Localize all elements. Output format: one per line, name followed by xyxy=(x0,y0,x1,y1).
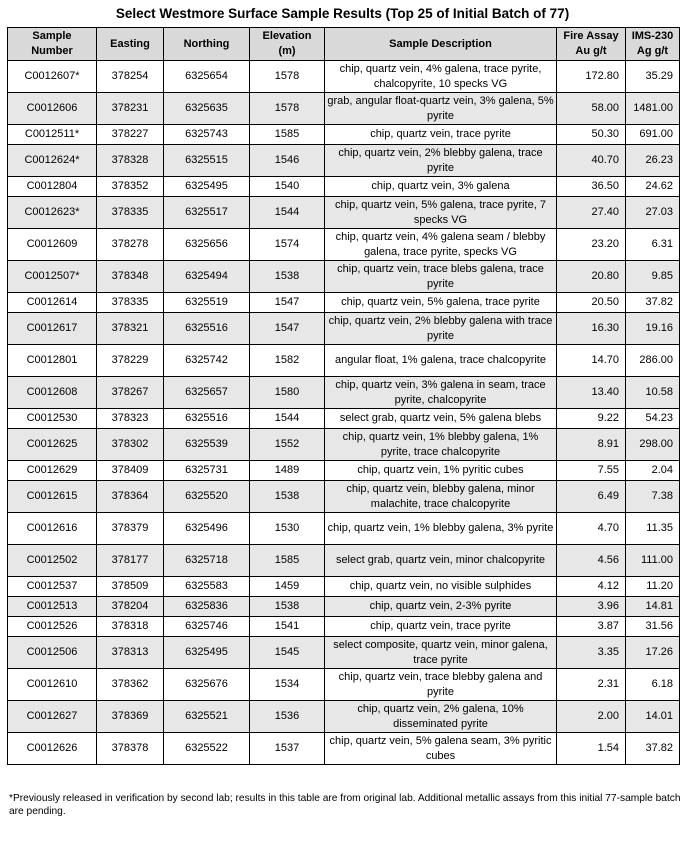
cell-northing: 6325495 xyxy=(164,177,250,197)
table-row xyxy=(8,513,680,545)
cell-easting: 378204 xyxy=(97,597,164,617)
cell-description: chip, quartz vein, 5% galena, trace pyrite, 7 specks VG xyxy=(325,197,557,229)
cell-description: chip, quartz vein, 5% galena, trace pyrite xyxy=(325,293,557,313)
cell-northing: 6325519 xyxy=(164,293,250,313)
cell-ag-gpt: 9.85 xyxy=(626,261,680,293)
cell-northing: 6325731 xyxy=(164,461,250,481)
cell-description: chip, quartz vein, trace blebby galena and pyrite xyxy=(325,669,557,701)
cell-easting: 378369 xyxy=(97,701,164,733)
cell-au-gpt: 50.30 xyxy=(557,125,626,145)
cell-easting: 378323 xyxy=(97,409,164,429)
header-sample-number xyxy=(8,28,97,61)
cell-elevation: 1546 xyxy=(250,145,325,177)
cell-sample-number: C0012507* xyxy=(8,261,97,293)
cell-easting: 378352 xyxy=(97,177,164,197)
cell-easting: 378409 xyxy=(97,461,164,481)
table-row xyxy=(8,429,680,461)
cell-ag-gpt: 19.16 xyxy=(626,313,680,345)
cell-elevation: 1544 xyxy=(250,197,325,229)
table-title: Select Westmore Surface Sample Results (Top 25 of Initial Batch of 77) xyxy=(115,6,570,21)
header-sample-description xyxy=(325,28,557,61)
cell-ag-gpt: 37.82 xyxy=(626,293,680,313)
header-elevation xyxy=(250,28,325,61)
cell-northing: 6325496 xyxy=(164,513,250,545)
cell-description: chip, quartz vein, trace pyrite xyxy=(325,125,557,145)
cell-northing: 6325539 xyxy=(164,429,250,461)
cell-easting: 378313 xyxy=(97,637,164,669)
cell-elevation: 1547 xyxy=(250,293,325,313)
table-row xyxy=(8,461,680,481)
cell-easting: 378364 xyxy=(97,481,164,513)
cell-elevation: 1580 xyxy=(250,377,325,409)
cell-elevation: 1489 xyxy=(250,461,325,481)
cell-sample-number: C0012530 xyxy=(8,409,97,429)
cell-au-gpt: 27.40 xyxy=(557,197,626,229)
cell-easting: 378362 xyxy=(97,669,164,701)
cell-sample-number: C0012511* xyxy=(8,125,97,145)
cell-elevation: 1545 xyxy=(250,637,325,669)
cell-easting: 378335 xyxy=(97,197,164,229)
cell-elevation: 1578 xyxy=(250,61,325,93)
table-row xyxy=(8,701,680,733)
cell-elevation: 1459 xyxy=(250,577,325,597)
cell-ag-gpt: 27.03 xyxy=(626,197,680,229)
cell-ag-gpt: 298.00 xyxy=(626,429,680,461)
header-label-line: (m) xyxy=(278,45,296,57)
cell-au-gpt: 172.80 xyxy=(557,61,626,93)
header-easting xyxy=(97,28,164,61)
cell-au-gpt: 3.87 xyxy=(557,617,626,637)
header-label-line: Ag g/t xyxy=(636,45,669,57)
table-row xyxy=(8,409,680,429)
cell-ag-gpt: 37.82 xyxy=(626,733,680,765)
header-label-line: IMS-230 xyxy=(631,30,674,42)
cell-northing: 6325521 xyxy=(164,701,250,733)
table-body xyxy=(8,61,680,765)
cell-easting: 378254 xyxy=(97,61,164,93)
header-label-line: Northing xyxy=(183,37,230,50)
cell-northing: 6325656 xyxy=(164,229,250,261)
cell-elevation: 1582 xyxy=(250,345,325,377)
table-row xyxy=(8,261,680,293)
cell-au-gpt: 16.30 xyxy=(557,313,626,345)
cell-sample-number: C0012526 xyxy=(8,617,97,637)
cell-easting: 378348 xyxy=(97,261,164,293)
footnote: *Previously released in verification by second lab; results in this table are from original lab. Additional metallic assays from this initial 77-sample batch are pending. xyxy=(9,793,681,817)
cell-easting: 378379 xyxy=(97,513,164,545)
cell-elevation: 1552 xyxy=(250,429,325,461)
cell-sample-number: C0012629 xyxy=(8,461,97,481)
cell-easting: 378318 xyxy=(97,617,164,637)
cell-northing: 6325583 xyxy=(164,577,250,597)
cell-description: chip, quartz vein, 2% galena, 10% disseminated pyrite xyxy=(325,701,557,733)
cell-au-gpt: 40.70 xyxy=(557,145,626,177)
cell-au-gpt: 8.91 xyxy=(557,429,626,461)
cell-ag-gpt: 31.56 xyxy=(626,617,680,637)
cell-easting: 378335 xyxy=(97,293,164,313)
cell-northing: 6325516 xyxy=(164,313,250,345)
cell-northing: 6325718 xyxy=(164,545,250,577)
cell-au-gpt: 6.49 xyxy=(557,481,626,513)
header-label-line: Au g/t xyxy=(575,45,607,57)
cell-ag-gpt: 35.29 xyxy=(626,61,680,93)
table-row xyxy=(8,577,680,597)
cell-northing: 6325676 xyxy=(164,669,250,701)
cell-ag-gpt: 286.00 xyxy=(626,345,680,377)
cell-easting: 378267 xyxy=(97,377,164,409)
cell-ag-gpt: 6.18 xyxy=(626,669,680,701)
cell-easting: 378378 xyxy=(97,733,164,765)
cell-elevation: 1534 xyxy=(250,669,325,701)
cell-description: chip, quartz vein, blebby galena, minor malachite, trace chalcopyrite xyxy=(325,481,557,513)
header-ims-230 xyxy=(626,28,680,61)
cell-ag-gpt: 14.01 xyxy=(626,701,680,733)
cell-ag-gpt: 11.35 xyxy=(626,513,680,545)
cell-sample-number: C0012502 xyxy=(8,545,97,577)
cell-elevation: 1547 xyxy=(250,313,325,345)
cell-sample-number: C0012627 xyxy=(8,701,97,733)
cell-northing: 6325657 xyxy=(164,377,250,409)
header-label-line: Fire Assay xyxy=(563,30,619,42)
cell-easting: 378509 xyxy=(97,577,164,597)
cell-description: chip, quartz vein, 1% blebby galena, 3% pyrite xyxy=(325,513,557,545)
cell-elevation: 1585 xyxy=(250,125,325,145)
cell-northing: 6325494 xyxy=(164,261,250,293)
cell-ag-gpt: 6.31 xyxy=(626,229,680,261)
cell-description: chip, quartz vein, trace blebs galena, trace pyrite xyxy=(325,261,557,293)
cell-sample-number: C0012615 xyxy=(8,481,97,513)
cell-elevation: 1537 xyxy=(250,733,325,765)
cell-easting: 378278 xyxy=(97,229,164,261)
cell-sample-number: C0012614 xyxy=(8,293,97,313)
cell-elevation: 1540 xyxy=(250,177,325,197)
cell-au-gpt: 3.96 xyxy=(557,597,626,617)
cell-au-gpt: 7.55 xyxy=(557,461,626,481)
cell-northing: 6325743 xyxy=(164,125,250,145)
cell-au-gpt: 13.40 xyxy=(557,377,626,409)
cell-au-gpt: 2.00 xyxy=(557,701,626,733)
cell-easting: 378229 xyxy=(97,345,164,377)
cell-description: chip, quartz vein, 4% galena seam / blebby galena, trace pyrite, specks VG xyxy=(325,229,557,261)
cell-description: chip, quartz vein, 2-3% pyrite xyxy=(325,597,557,617)
header-label-line: Sample Description xyxy=(389,37,492,50)
cell-ag-gpt: 24.62 xyxy=(626,177,680,197)
cell-northing: 6325515 xyxy=(164,145,250,177)
cell-sample-number: C0012513 xyxy=(8,597,97,617)
cell-description: chip, quartz vein, trace pyrite xyxy=(325,617,557,637)
cell-au-gpt: 23.20 xyxy=(557,229,626,261)
cell-elevation: 1544 xyxy=(250,409,325,429)
cell-sample-number: C0012616 xyxy=(8,513,97,545)
cell-ag-gpt: 54.23 xyxy=(626,409,680,429)
cell-description: chip, quartz vein, 3% galena in seam, trace pyrite, chalcopyrite xyxy=(325,377,557,409)
cell-au-gpt: 3.35 xyxy=(557,637,626,669)
table-row xyxy=(8,93,680,125)
cell-description: chip, quartz vein, 4% galena, trace pyrite, chalcopyrite, 10 specks VG xyxy=(325,61,557,93)
cell-au-gpt: 36.50 xyxy=(557,177,626,197)
cell-sample-number: C0012626 xyxy=(8,733,97,765)
table-row xyxy=(8,229,680,261)
table-row xyxy=(8,197,680,229)
cell-sample-number: C0012625 xyxy=(8,429,97,461)
cell-easting: 378321 xyxy=(97,313,164,345)
cell-ag-gpt: 10.58 xyxy=(626,377,680,409)
cell-ag-gpt: 14.81 xyxy=(626,597,680,617)
cell-sample-number: C0012624* xyxy=(8,145,97,177)
cell-northing: 6325522 xyxy=(164,733,250,765)
cell-description: chip, quartz vein, no visible sulphides xyxy=(325,577,557,597)
cell-description: select composite, quartz vein, minor galena, trace pyrite xyxy=(325,637,557,669)
cell-sample-number: C0012606 xyxy=(8,93,97,125)
table-row xyxy=(8,377,680,409)
cell-northing: 6325742 xyxy=(164,345,250,377)
cell-description: chip, quartz vein, 1% pyritic cubes xyxy=(325,461,557,481)
cell-sample-number: C0012610 xyxy=(8,669,97,701)
cell-northing: 6325520 xyxy=(164,481,250,513)
cell-ag-gpt: 17.26 xyxy=(626,637,680,669)
cell-northing: 6325517 xyxy=(164,197,250,229)
cell-description: grab, angular float-quartz vein, 3% galena, 5% pyrite xyxy=(325,93,557,125)
cell-northing: 6325635 xyxy=(164,93,250,125)
cell-elevation: 1538 xyxy=(250,481,325,513)
table-row xyxy=(8,293,680,313)
table-header xyxy=(8,28,680,61)
cell-ag-gpt: 26.23 xyxy=(626,145,680,177)
cell-northing: 6325836 xyxy=(164,597,250,617)
header-label-line: Sample xyxy=(32,30,72,42)
cell-easting: 378231 xyxy=(97,93,164,125)
cell-sample-number: C0012506 xyxy=(8,637,97,669)
cell-description: chip, quartz vein, 2% blebby galena with trace pyrite xyxy=(325,313,557,345)
cell-description: chip, quartz vein, 2% blebby galena, trace pyrite xyxy=(325,145,557,177)
cell-ag-gpt: 1481.00 xyxy=(626,93,680,125)
cell-easting: 378302 xyxy=(97,429,164,461)
cell-elevation: 1530 xyxy=(250,513,325,545)
table-row xyxy=(8,597,680,617)
cell-au-gpt: 4.70 xyxy=(557,513,626,545)
cell-northing: 6325746 xyxy=(164,617,250,637)
cell-ag-gpt: 691.00 xyxy=(626,125,680,145)
cell-au-gpt: 9.22 xyxy=(557,409,626,429)
cell-sample-number: C0012623* xyxy=(8,197,97,229)
header-label-line: Elevation xyxy=(262,30,312,42)
table-row xyxy=(8,345,680,377)
cell-elevation: 1538 xyxy=(250,261,325,293)
cell-easting: 378227 xyxy=(97,125,164,145)
cell-elevation: 1585 xyxy=(250,545,325,577)
header-label-line: Easting xyxy=(110,37,150,50)
cell-ag-gpt: 111.00 xyxy=(626,545,680,577)
table-row xyxy=(8,733,680,765)
cell-ag-gpt: 7.38 xyxy=(626,481,680,513)
cell-description: chip, quartz vein, 3% galena xyxy=(325,177,557,197)
table-row xyxy=(8,617,680,637)
table-row xyxy=(8,145,680,177)
cell-description: angular float, 1% galena, trace chalcopyrite xyxy=(325,345,557,377)
cell-au-gpt: 14.70 xyxy=(557,345,626,377)
cell-description: select grab, quartz vein, 5% galena blebs xyxy=(325,409,557,429)
cell-northing: 6325654 xyxy=(164,61,250,93)
cell-elevation: 1538 xyxy=(250,597,325,617)
cell-au-gpt: 20.50 xyxy=(557,293,626,313)
cell-elevation: 1536 xyxy=(250,701,325,733)
cell-northing: 6325495 xyxy=(164,637,250,669)
table-row xyxy=(8,637,680,669)
cell-sample-number: C0012609 xyxy=(8,229,97,261)
cell-sample-number: C0012608 xyxy=(8,377,97,409)
cell-elevation: 1578 xyxy=(250,93,325,125)
cell-easting: 378328 xyxy=(97,145,164,177)
table-row xyxy=(8,669,680,701)
table-row xyxy=(8,61,680,93)
cell-sample-number: C0012801 xyxy=(8,345,97,377)
cell-sample-number: C0012607* xyxy=(8,61,97,93)
cell-au-gpt: 20.80 xyxy=(557,261,626,293)
cell-ag-gpt: 2.04 xyxy=(626,461,680,481)
table-row xyxy=(8,177,680,197)
table-row xyxy=(8,125,680,145)
cell-au-gpt: 2.31 xyxy=(557,669,626,701)
results-table xyxy=(7,27,680,765)
cell-au-gpt: 58.00 xyxy=(557,93,626,125)
cell-sample-number: C0012804 xyxy=(8,177,97,197)
table-row xyxy=(8,313,680,345)
cell-au-gpt: 1.54 xyxy=(557,733,626,765)
cell-sample-number: C0012617 xyxy=(8,313,97,345)
cell-ag-gpt: 11.20 xyxy=(626,577,680,597)
cell-description: chip, quartz vein, 1% blebby galena, 1% pyrite, trace chalcopyrite xyxy=(325,429,557,461)
cell-description: chip, quartz vein, 5% galena seam, 3% pyritic cubes xyxy=(325,733,557,765)
header-row xyxy=(8,28,680,61)
cell-northing: 6325516 xyxy=(164,409,250,429)
cell-sample-number: C0012537 xyxy=(8,577,97,597)
table-row xyxy=(8,545,680,577)
header-northing xyxy=(164,28,250,61)
cell-elevation: 1541 xyxy=(250,617,325,637)
cell-easting: 378177 xyxy=(97,545,164,577)
cell-description: select grab, quartz vein, minor chalcopyrite xyxy=(325,545,557,577)
table-row xyxy=(8,481,680,513)
header-fire-assay xyxy=(557,28,626,61)
cell-au-gpt: 4.12 xyxy=(557,577,626,597)
header-label-line: Number xyxy=(31,45,73,57)
cell-elevation: 1574 xyxy=(250,229,325,261)
cell-au-gpt: 4.56 xyxy=(557,545,626,577)
